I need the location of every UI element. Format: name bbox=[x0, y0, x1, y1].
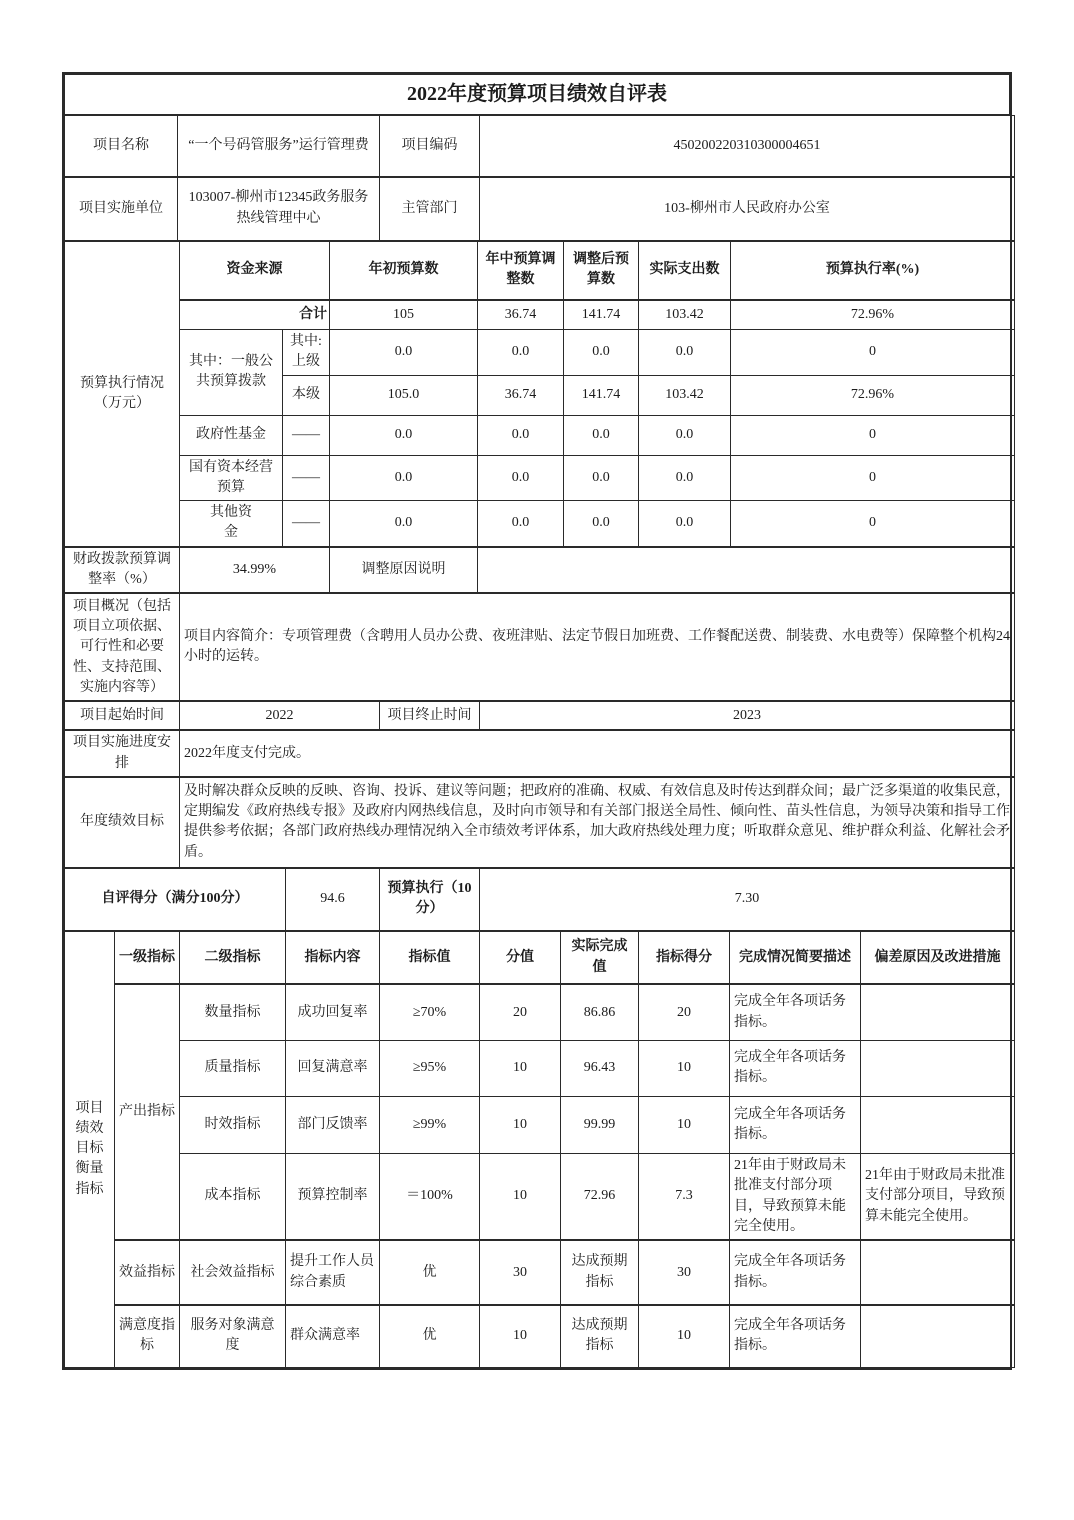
indicator-score: 10 bbox=[480, 1153, 561, 1240]
progress-section bbox=[64, 730, 1015, 777]
table-row bbox=[65, 242, 1015, 300]
indicator-content: 群众满意率 bbox=[286, 1305, 380, 1367]
indicator-actual: 达成预期指标 bbox=[561, 1240, 639, 1305]
level1-benefit-label: 效益指标 bbox=[115, 1240, 180, 1305]
project-name-label: 项目名称 bbox=[65, 116, 178, 177]
indicator-desc: 完成全年各项话务指标。 bbox=[730, 1040, 861, 1096]
indicator-header-got: 指标得分 bbox=[639, 931, 730, 984]
overview-content: 项目内容简介：专项管理费（含聘用人员办公费、夜班津贴、法定节假日加班费、工作餐配送费、制装费、水电费等）保障整个机构24小时的运转。 bbox=[180, 594, 1015, 701]
budget-section bbox=[64, 241, 1015, 547]
indicator-target: ≥99% bbox=[380, 1096, 480, 1153]
budget-cell: 0.0 bbox=[564, 455, 639, 501]
indicator-desc: 21年由于财政局未批准支付部分项目，导致预算未能完全使用。 bbox=[730, 1153, 861, 1240]
indicator-header-deviation: 偏差原因及改进措施 bbox=[861, 931, 1015, 984]
level1-satisfaction-label: 满意度指标 bbox=[115, 1305, 180, 1367]
indicator-score: 10 bbox=[480, 1096, 561, 1153]
indicator-target: 优 bbox=[380, 1305, 480, 1367]
indicator-level2: 质量指标 bbox=[180, 1040, 286, 1096]
implement-unit-value: 103007-柳州市12345政务服务热线管理中心 bbox=[178, 177, 380, 241]
budget-exec-score-label: 预算执行（10分） bbox=[380, 868, 480, 930]
budget-cell: 36.74 bbox=[478, 300, 564, 330]
budget-cell: 0 bbox=[731, 455, 1015, 501]
budget-cell: 105.0 bbox=[330, 375, 478, 415]
adjustment-rate-label: 财政拨款预算调整率（%） bbox=[65, 547, 180, 593]
indicator-actual: 99.99 bbox=[561, 1096, 639, 1153]
indicator-score: 10 bbox=[480, 1040, 561, 1096]
dept-label: 主管部门 bbox=[380, 177, 480, 241]
budget-cell: 0.0 bbox=[478, 415, 564, 455]
overview-section bbox=[64, 593, 1015, 701]
budget-header-actual: 实际支出数 bbox=[639, 242, 731, 300]
table-row bbox=[65, 455, 1015, 501]
indicator-level2: 服务对象满意度 bbox=[180, 1305, 286, 1367]
budget-cell: 0.0 bbox=[478, 455, 564, 501]
indicator-desc: 完成全年各项话务指标。 bbox=[730, 984, 861, 1040]
progress-content: 2022年度支付完成。 bbox=[180, 731, 1015, 777]
budget-cell: 0 bbox=[731, 501, 1015, 547]
indicator-deviation bbox=[861, 1305, 1015, 1367]
table-row bbox=[65, 501, 1015, 547]
budget-cell: 0.0 bbox=[330, 455, 478, 501]
indicator-deviation: 21年由于财政局未批准支付部分项目，导致预算未能完全使用。 bbox=[861, 1153, 1015, 1240]
project-code-value: 450200220310300004651 bbox=[480, 116, 1015, 177]
table-row bbox=[65, 415, 1015, 455]
budget-sub-label: 其中:上级 bbox=[283, 330, 330, 376]
budget-other-funds-label: 其他资金 bbox=[180, 501, 283, 547]
project-name-value: “一个号码管服务”运行管理费 bbox=[178, 116, 380, 177]
indicator-got: 20 bbox=[639, 984, 730, 1040]
budget-cell: 36.74 bbox=[478, 375, 564, 415]
overview-label: 项目概况（包括项目立项依据、可行性和必要性、支持范围、实施内容等） bbox=[65, 594, 180, 701]
indicator-content: 成功回复率 bbox=[286, 984, 380, 1040]
indicators-section-label: 项目绩效目标衡量指标 bbox=[65, 931, 115, 1367]
indicator-header-score: 分值 bbox=[480, 931, 561, 984]
annual-goal-label: 年度绩效目标 bbox=[65, 777, 180, 867]
title-section bbox=[64, 74, 1010, 115]
budget-cell: 0.0 bbox=[330, 501, 478, 547]
budget-total-label: 合计 bbox=[180, 300, 330, 330]
adjustment-rate-value: 34.99% bbox=[180, 547, 330, 593]
indicator-content: 部门反馈率 bbox=[286, 1096, 380, 1153]
table-row bbox=[65, 731, 1015, 777]
adjustment-section bbox=[64, 547, 1015, 594]
dept-value: 103-柳州市人民政府办公室 bbox=[480, 177, 1015, 241]
indicator-desc: 完成全年各项话务指标。 bbox=[730, 1305, 861, 1367]
indicator-target: 优 bbox=[380, 1240, 480, 1305]
table-row bbox=[65, 547, 1015, 593]
indicator-header-level1: 一级指标 bbox=[115, 931, 180, 984]
end-time-value: 2023 bbox=[480, 702, 1015, 730]
table-row bbox=[65, 1096, 1015, 1153]
indicator-content: 预算控制率 bbox=[286, 1153, 380, 1240]
annual-goal-section bbox=[64, 777, 1015, 868]
progress-label: 项目实施进度安排 bbox=[65, 731, 180, 777]
table-row bbox=[65, 931, 1015, 984]
indicators-section bbox=[64, 931, 1015, 1368]
table-row bbox=[65, 1040, 1015, 1096]
indicator-got: 7.3 bbox=[639, 1153, 730, 1240]
indicator-actual: 86.86 bbox=[561, 984, 639, 1040]
indicator-got: 10 bbox=[639, 1096, 730, 1153]
indicator-deviation bbox=[861, 1240, 1015, 1305]
budget-cell: 105 bbox=[330, 300, 478, 330]
budget-cell: 72.96% bbox=[731, 375, 1015, 415]
budget-cell: 0 bbox=[731, 330, 1015, 376]
table-row bbox=[65, 702, 1015, 730]
indicator-got: 10 bbox=[639, 1040, 730, 1096]
indicator-actual: 96.43 bbox=[561, 1040, 639, 1096]
adjustment-reason-label: 调整原因说明 bbox=[330, 547, 478, 593]
budget-cell: 0.0 bbox=[639, 455, 731, 501]
indicator-actual: 达成预期指标 bbox=[561, 1305, 639, 1367]
project-info-section bbox=[64, 115, 1015, 241]
score-section bbox=[64, 868, 1015, 931]
end-time-label: 项目终止时间 bbox=[380, 702, 480, 730]
annual-goal-content: 及时解决群众反映的反映、咨询、投诉、建议等问题；把政府的准确、权威、有效信息及时传达到群众间；最广泛多渠道的收集民意，定期编发《政府热线专报》及政府内网热线信息，及时向市领导和有关部门报送全局性、倾向性、苗头性信息，为领导决策和指导工作提供参考依据；各部门政府热线办理情况纳入全市绩效考评体系，加大政府热线处理力度；听取群众意见、维护群众利益、化解社会矛盾。 bbox=[180, 777, 1015, 867]
level1-output-label: 产出指标 bbox=[115, 984, 180, 1240]
indicator-header-content: 指标内容 bbox=[286, 931, 380, 984]
indicator-level2: 数量指标 bbox=[180, 984, 286, 1040]
budget-state-capital-label: 国有资本经营预算 bbox=[180, 455, 283, 501]
table-row bbox=[65, 300, 1015, 330]
indicator-actual: 72.96 bbox=[561, 1153, 639, 1240]
table-row bbox=[65, 1153, 1015, 1240]
budget-cell: 0.0 bbox=[564, 415, 639, 455]
indicator-level2: 时效指标 bbox=[180, 1096, 286, 1153]
budget-cell: 0.0 bbox=[478, 501, 564, 547]
budget-cell: 0.0 bbox=[564, 501, 639, 547]
project-code-label: 项目编码 bbox=[380, 116, 480, 177]
budget-header-source: 资金来源 bbox=[180, 242, 330, 300]
table-row bbox=[65, 1240, 1015, 1305]
indicator-deviation bbox=[861, 984, 1015, 1040]
budget-header-adjusted: 调整后预算数 bbox=[564, 242, 639, 300]
budget-cell: 0.0 bbox=[478, 330, 564, 376]
indicator-content: 回复满意率 bbox=[286, 1040, 380, 1096]
budget-cell: 0.0 bbox=[330, 330, 478, 376]
indicator-header-level2: 二级指标 bbox=[180, 931, 286, 984]
indicator-target: ≥95% bbox=[380, 1040, 480, 1096]
budget-cell: 0.0 bbox=[639, 501, 731, 547]
adjustment-reason-value bbox=[478, 547, 1015, 593]
period-section bbox=[64, 701, 1015, 730]
budget-cell: 103.42 bbox=[639, 375, 731, 415]
table-row bbox=[65, 75, 1010, 115]
indicator-header-desc: 完成情况简要描述 bbox=[730, 931, 861, 984]
self-score-value: 94.6 bbox=[286, 868, 380, 930]
budget-cell: 72.96% bbox=[731, 300, 1015, 330]
indicator-deviation bbox=[861, 1040, 1015, 1096]
indicator-got: 10 bbox=[639, 1305, 730, 1367]
budget-sub-label: —— bbox=[283, 501, 330, 547]
budget-header-initial: 年初预算数 bbox=[330, 242, 478, 300]
budget-sub-label: 本级 bbox=[283, 375, 330, 415]
table-row bbox=[65, 594, 1015, 701]
budget-cell: 0 bbox=[731, 415, 1015, 455]
budget-header-mid-adjust: 年中预算调整数 bbox=[478, 242, 564, 300]
table-row bbox=[65, 984, 1015, 1040]
indicator-content: 提升工作人员综合素质 bbox=[286, 1240, 380, 1305]
indicator-got: 30 bbox=[639, 1240, 730, 1305]
indicator-desc: 完成全年各项话务指标。 bbox=[730, 1096, 861, 1153]
table-row bbox=[65, 116, 1015, 177]
self-evaluation-form bbox=[62, 72, 1012, 1370]
table-row bbox=[65, 330, 1015, 376]
indicator-deviation bbox=[861, 1096, 1015, 1153]
indicator-score: 30 bbox=[480, 1240, 561, 1305]
indicator-header-actual: 实际完成值 bbox=[561, 931, 639, 984]
start-time-label: 项目起始时间 bbox=[65, 702, 180, 730]
indicator-level2: 成本指标 bbox=[180, 1153, 286, 1240]
budget-cell: 0.0 bbox=[639, 330, 731, 376]
start-time-value: 2022 bbox=[180, 702, 380, 730]
budget-cell: 141.74 bbox=[564, 300, 639, 330]
indicator-score: 10 bbox=[480, 1305, 561, 1367]
indicator-header-target: 指标值 bbox=[380, 931, 480, 984]
budget-sub-label: —— bbox=[283, 455, 330, 501]
budget-public-label: 其中：一般公共预算拨款 bbox=[180, 330, 283, 416]
budget-cell: 103.42 bbox=[639, 300, 731, 330]
budget-sub-label: —— bbox=[283, 415, 330, 455]
indicator-desc: 完成全年各项话务指标。 bbox=[730, 1240, 861, 1305]
self-score-label: 自评得分（满分100分） bbox=[65, 868, 286, 930]
indicator-target: ≥70% bbox=[380, 984, 480, 1040]
budget-section-label: 预算执行情况（万元） bbox=[65, 242, 180, 547]
indicator-level2: 社会效益指标 bbox=[180, 1240, 286, 1305]
indicator-score: 20 bbox=[480, 984, 561, 1040]
implement-unit-label: 项目实施单位 bbox=[65, 177, 178, 241]
table-row bbox=[65, 1305, 1015, 1367]
budget-exec-score-value: 7.30 bbox=[480, 868, 1015, 930]
budget-cell: 141.74 bbox=[564, 375, 639, 415]
table-row bbox=[65, 177, 1015, 241]
budget-cell: 0.0 bbox=[330, 415, 478, 455]
page-title: 2022年度预算项目绩效自评表 bbox=[65, 75, 1010, 115]
budget-cell: 0.0 bbox=[564, 330, 639, 376]
budget-gov-fund-label: 政府性基金 bbox=[180, 415, 283, 455]
budget-header-exec-rate: 预算执行率(%) bbox=[731, 242, 1015, 300]
table-row bbox=[65, 868, 1015, 930]
indicator-target: ＝100% bbox=[380, 1153, 480, 1240]
budget-cell: 0.0 bbox=[639, 415, 731, 455]
table-row bbox=[65, 777, 1015, 867]
